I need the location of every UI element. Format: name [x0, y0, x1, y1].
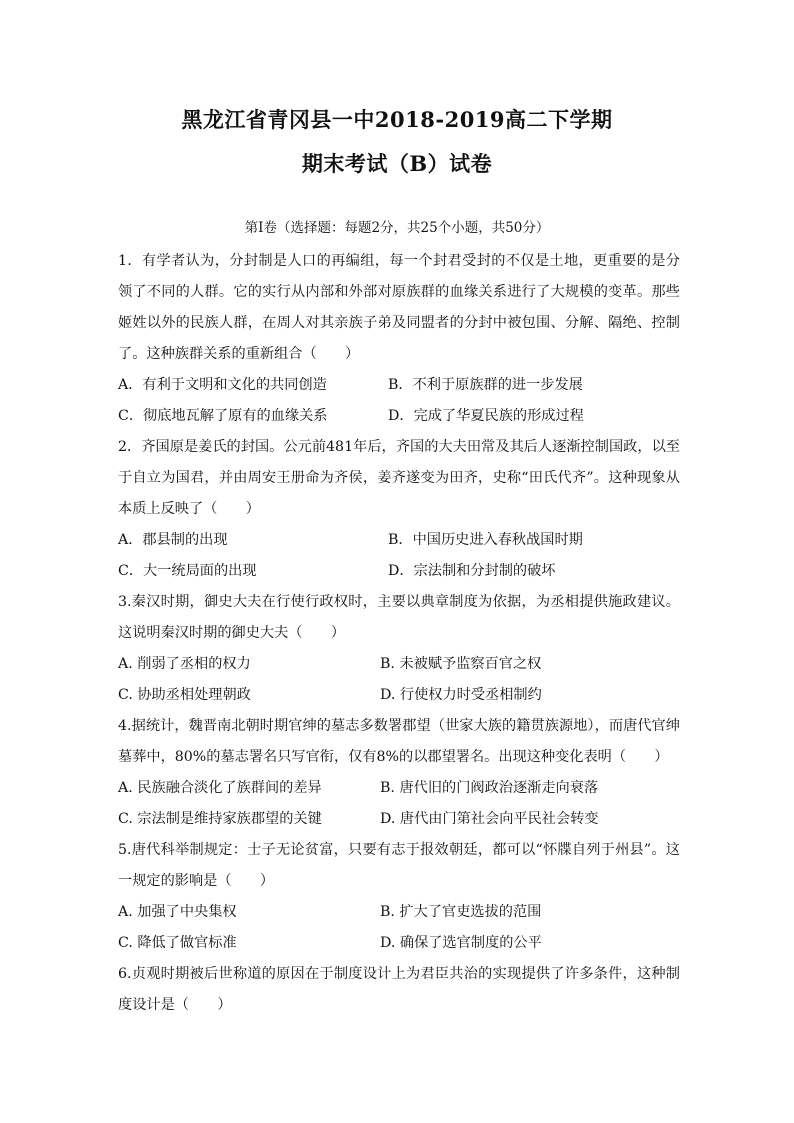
option-b: B．中国历史进入春秋战国时期 [388, 532, 583, 548]
option-row [118, 773, 680, 804]
option-d: D．完成了华夏民族的形成过程 [388, 408, 584, 424]
option-row [118, 401, 680, 432]
option-row [118, 804, 680, 835]
question-2 [118, 432, 680, 587]
option-row [118, 649, 680, 680]
option-b: B. 扩大了官吏选拔的范围 [380, 904, 542, 920]
option-b: B. 唐代旧的门阀政治逐渐走向衰落 [380, 780, 599, 796]
option-row [118, 370, 680, 401]
question-stem: 6.贞观时期被后世称道的原因在于制度设计上为君臣共治的实现提供了许多条件，这种制度设计是（ ） [118, 966, 680, 1013]
option-d: D．宗法制和分封制的破坏 [388, 563, 556, 579]
option-a: A. 加强了中央集权 [118, 904, 237, 920]
option-row [118, 897, 680, 928]
question-stem: 2．齐国原是姜氏的封国。公元前481年后，齐国的大夫田常及其后人逐渐控制国政，以至于自立为国君，并由周安王册命为齐侯，姜齐遂变为田齐，史称“田氏代齐”。这种现象从本质上反映了（ ） [118, 439, 680, 517]
option-row [118, 680, 680, 711]
question-6 [118, 959, 680, 1021]
option-c: C．彻底地瓦解了原有的血缘关系 [118, 408, 328, 424]
option-a: A．郡县制的出现 [118, 532, 228, 548]
exam-title-line1: 黑龙江省青冈县一中2018-2019高二下学期 [181, 107, 613, 132]
question-stem: 1．有学者认为，分封制是人口的再编组，每一个封君受封的不仅是土地，更重要的是分领了不同的人群。它的实行从内部和外部对原族群的血缘关系进行了大规模的变革。那些姬姓以外的民族人群，在周人对其亲族子弟及同盟者的分封中被包围、分解、隔绝、控制了。这种族群关系的重新组合（ ） [118, 253, 680, 362]
option-d: D. 唐代由门第社会向平民社会转变 [380, 811, 599, 827]
option-d: D. 确保了选官制度的公平 [380, 935, 542, 951]
option-a: A. 民族融合淡化了族群间的差异 [118, 780, 322, 796]
option-d: D. 行使权力时受丞相制约 [380, 687, 542, 703]
question-stem: 5.唐代科举制规定：士子无论贫富，只要有志于报效朝廷，都可以“怀牒自列于州县”。这一规定的影响是（ ） [118, 842, 680, 889]
question-3 [118, 587, 680, 711]
question-stem: 4.据统计，魏晋南北朝时期官绅的墓志多数署郡望（世家大族的籍贯族源地），而唐代官绅墓葬中，80%的墓志署名只写官衔，仅有8%的以郡望署名。出现这种变化表明（ ） [118, 718, 680, 765]
section-heading: 第Ⅰ卷（选择题：每题2分，共25个小题，共50分） [244, 220, 550, 236]
option-b: B. 未被赋予监察百官之权 [380, 656, 542, 672]
question-5 [118, 835, 680, 959]
question-1 [118, 246, 680, 432]
option-b: B．不利于原族群的进一步发展 [388, 377, 583, 393]
option-row [118, 556, 680, 587]
option-c: C．大一统局面的出现 [118, 563, 257, 579]
question-list [118, 246, 680, 1021]
question-stem: 3.秦汉时期，御史大夫在行使行政权时，主要以典章制度为依据，为丞相提供施政建议。这说明秦汉时期的御史大夫（ ） [118, 594, 680, 641]
question-4 [118, 711, 680, 835]
option-c: C. 宗法制是维持家族郡望的关键 [118, 811, 322, 827]
exam-title-line2: 期末考试（B）试卷 [301, 151, 493, 176]
option-c: C. 协助丞相处理朝政 [118, 687, 251, 703]
option-row [118, 525, 680, 556]
option-a: A．有利于文明和文化的共同创造 [118, 377, 327, 393]
option-row [118, 928, 680, 959]
option-a: A. 削弱了丞相的权力 [118, 656, 251, 672]
option-c: C. 降低了做官标准 [118, 935, 237, 951]
